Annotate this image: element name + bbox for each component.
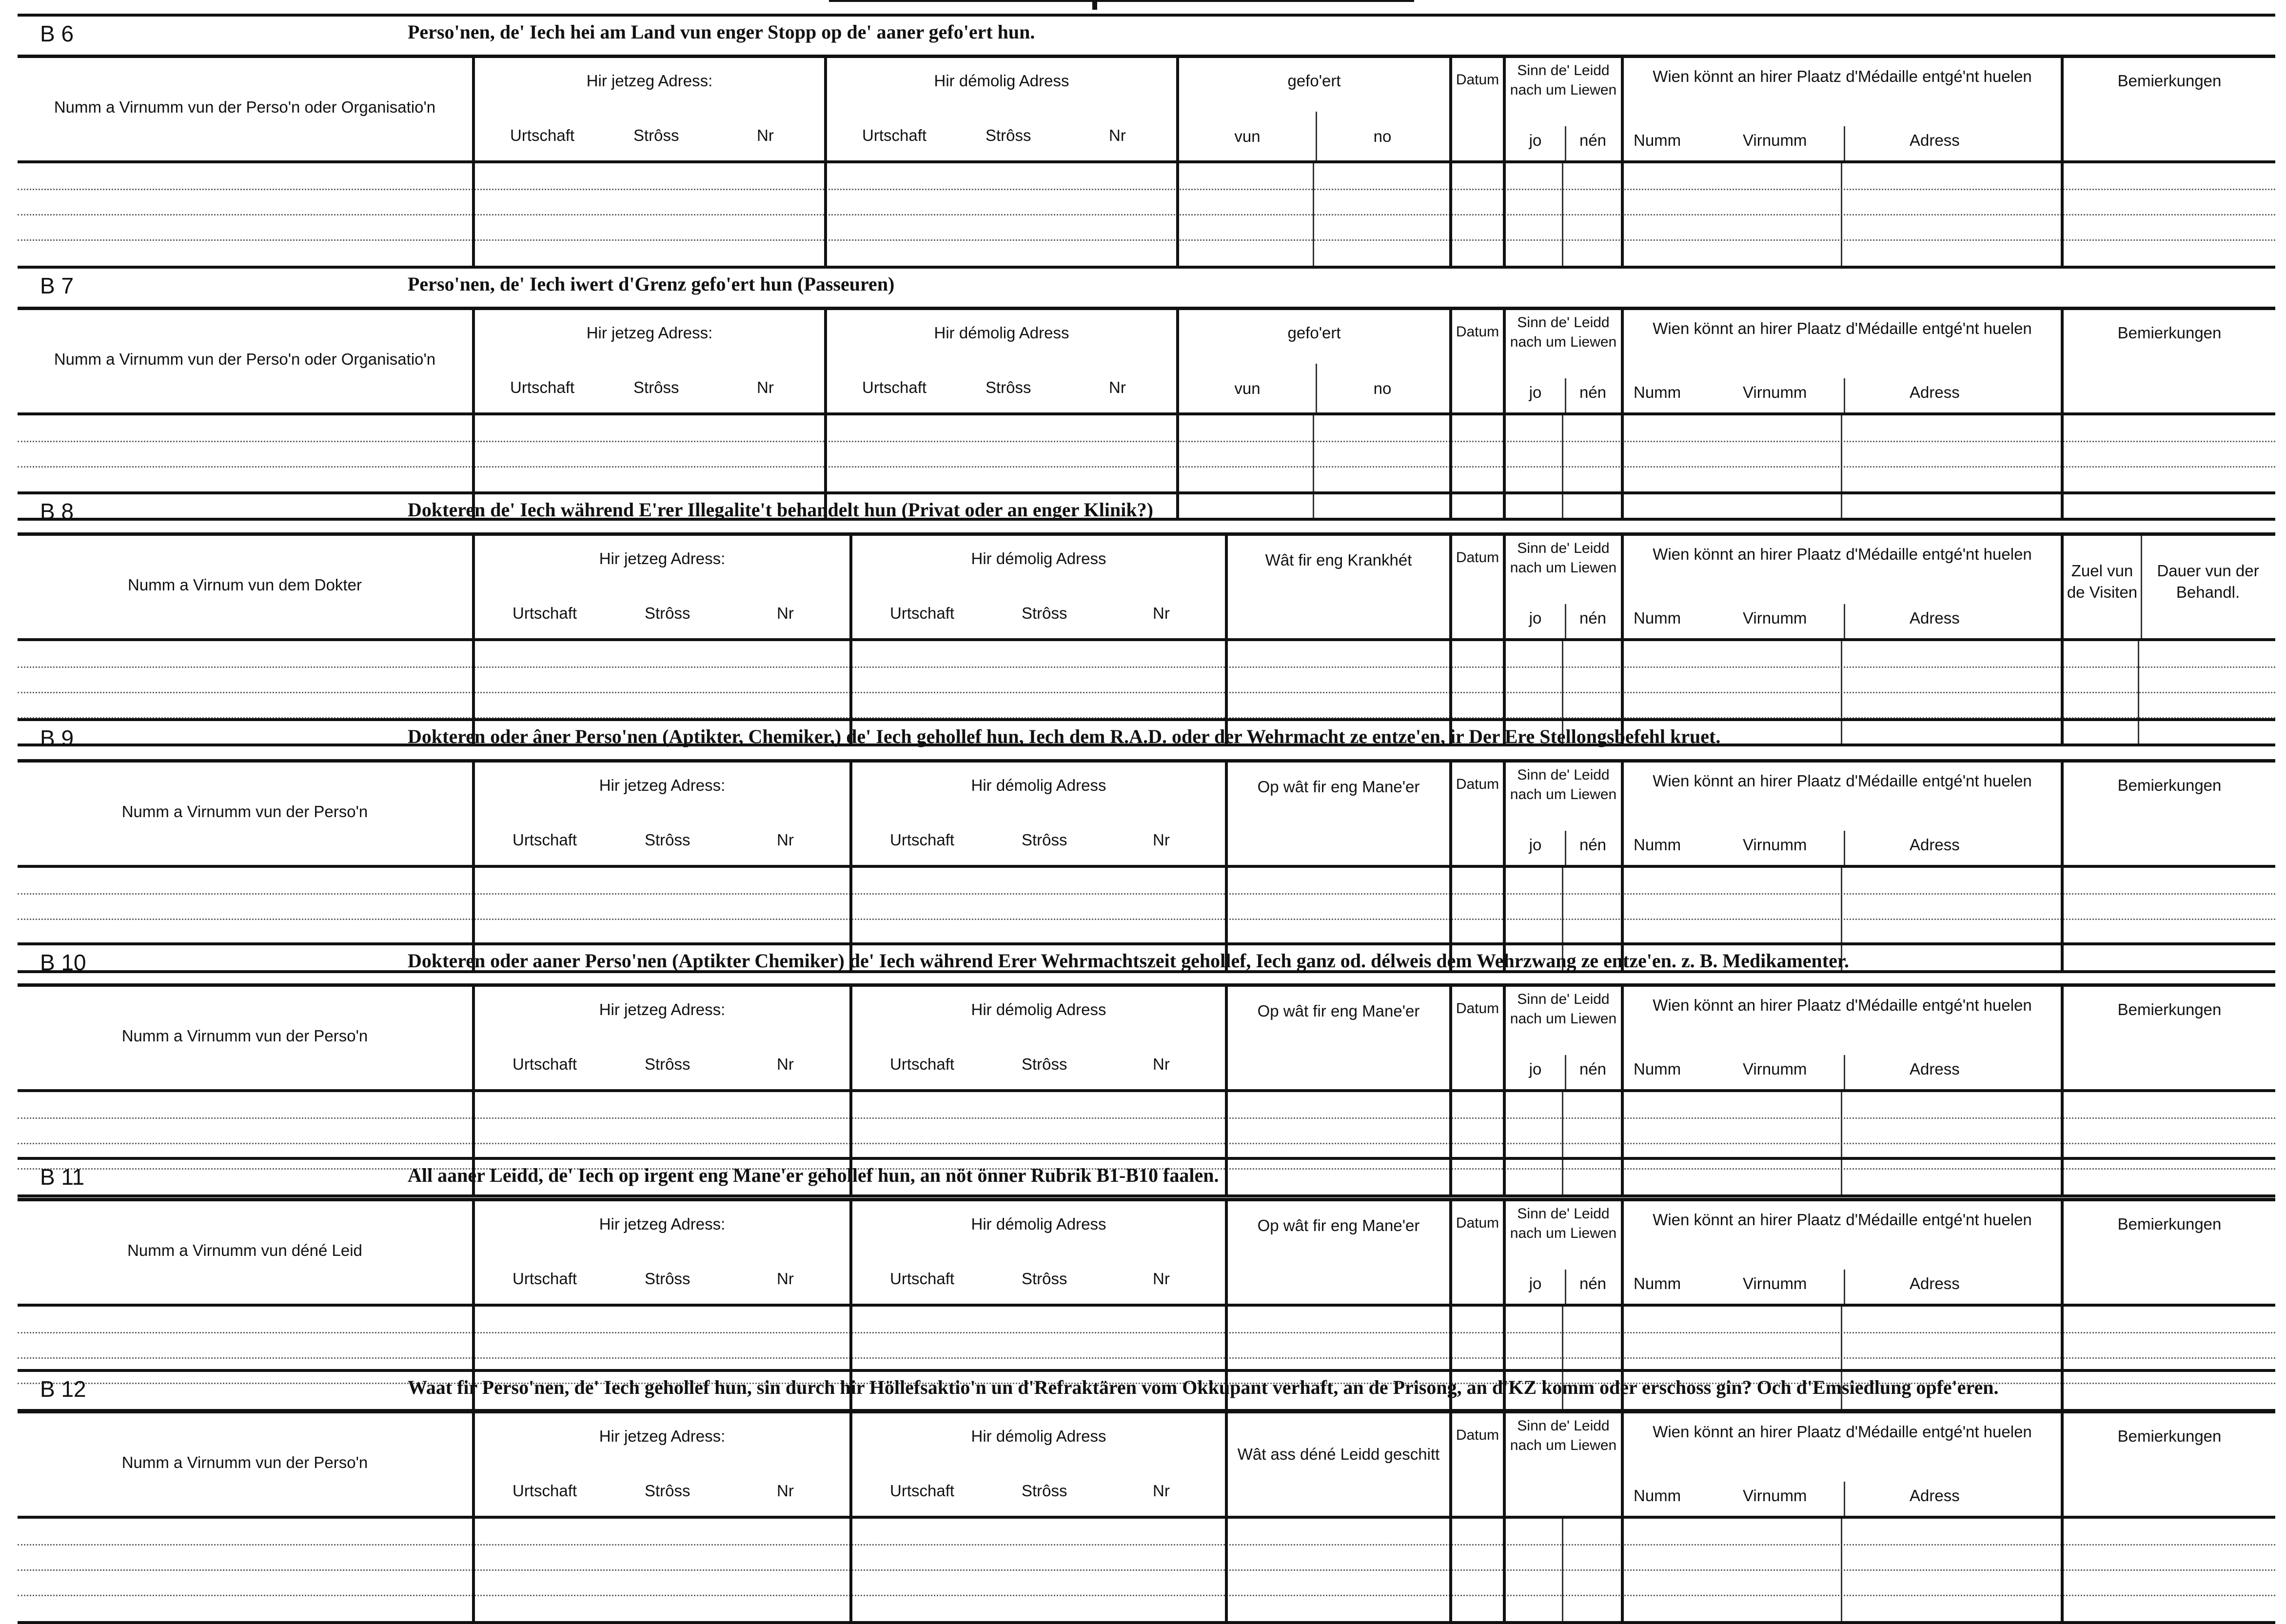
current-address-header [472, 1201, 849, 1304]
section-header [18, 945, 2275, 983]
detail-label: Wât ass déné Leidd geschitt [1237, 1445, 1440, 1463]
date-column-header [1449, 987, 1503, 1089]
column-separator [1449, 1519, 1452, 1621]
detail-label: Op wât fir eng Mane'er [1257, 778, 1420, 796]
name-column-label: Numm a Virnumm vun der Perso'n [121, 1027, 368, 1045]
name-column-header [18, 763, 472, 865]
name-address-divider [1844, 604, 1845, 638]
conducted-label: gefo'ert [1287, 324, 1341, 342]
table-header-row [18, 536, 2275, 641]
name-address-divider [1844, 1055, 1845, 1089]
alive-column-header [1503, 536, 1621, 638]
alive-label: Sinn de' Leidd nach um Liewen [1510, 314, 1617, 350]
current-address-header [472, 536, 849, 638]
house-number-label: Nr [1109, 126, 1126, 144]
house-number-label: Nr [1109, 378, 1126, 396]
last-name-label: Numm [1634, 383, 1681, 401]
section-title: Dokteren de' Iech während E'rer Illegalite't behandelt hun (Privat oder an enger Klinik?) [408, 499, 1153, 521]
table-header-row [18, 58, 2275, 163]
detail-label: Op wât fir eng Mane'er [1257, 1002, 1420, 1020]
current-address-header [472, 1413, 849, 1516]
street-label: Strôss [985, 126, 1031, 144]
dotted-writing-line [18, 919, 2275, 920]
dotted-writing-line [18, 666, 2275, 668]
medal-recipient-header [1621, 1413, 2061, 1516]
current-address-label: Hir jetzeg Adress: [586, 324, 713, 342]
column-separator [2061, 163, 2064, 266]
house-number-label: Nr [777, 1270, 794, 1288]
former-address-header [849, 1413, 1225, 1516]
no-label: nén [1579, 609, 1607, 627]
dotted-writing-line [18, 893, 2275, 895]
section-header [18, 269, 2275, 307]
detail-column-header [1225, 1413, 1449, 1516]
former-address-header [849, 536, 1225, 638]
column-separator [1225, 1519, 1228, 1621]
detail-column-header [1225, 1201, 1449, 1304]
medal-recipient-label: Wien könnt an hirer Plaatz d'Médaille entgé'nt huelen [1653, 67, 2032, 85]
from-label: vun [1234, 127, 1261, 145]
detail-column-header [1176, 310, 1449, 412]
yes-label: jo [1529, 609, 1542, 627]
street-label: Strôss [1022, 1482, 1067, 1500]
dotted-writing-line [18, 692, 2275, 693]
section-b6 [18, 14, 2275, 266]
alive-label: Sinn de' Leidd nach um Liewen [1510, 540, 1617, 576]
house-number-label: Nr [1153, 831, 1170, 849]
current-address-label: Hir jetzeg Adress: [599, 1000, 726, 1018]
locality-label: Urtschaft [862, 126, 927, 144]
locality-label: Urtschaft [890, 831, 955, 849]
locality-label: Urtschaft [512, 604, 577, 622]
dotted-writing-line [18, 466, 2275, 468]
former-address-label: Hir démolig Adress [971, 776, 1106, 794]
section-title: Dokteren oder âner Perso'nen (Aptikter, Chemiker,) de' Iech gehollef hun, Iech dem R.A.D. oder der Wehrmacht ze entze'en, ir Der Ere Stellongsbefehl kruet. [408, 725, 1721, 747]
column-separator [472, 163, 475, 266]
name-address-divider [1844, 831, 1845, 865]
top-edge-line [829, 0, 1414, 2]
visits-count-label: Zuel vun de Visiten [2067, 562, 2138, 601]
no-label: nén [1579, 1274, 1607, 1292]
column-separator [1449, 163, 1452, 266]
dotted-writing-line [18, 1117, 2275, 1119]
date-column-header [1449, 58, 1503, 160]
yes-label: jo [1529, 1274, 1542, 1292]
house-number-label: Nr [757, 378, 774, 396]
remarks-label: Bemierkungen [2117, 1000, 2222, 1018]
section-code: B 7 [40, 273, 74, 298]
dotted-writing-line [18, 441, 2275, 442]
address-label: Adress [1910, 1060, 1960, 1078]
no-label: nén [1579, 1060, 1607, 1078]
date-label: Datum [1456, 1427, 1499, 1443]
current-address-header [472, 310, 824, 412]
section-code: B 8 [40, 499, 74, 524]
locality-label: Urtschaft [862, 378, 927, 396]
last-name-label: Numm [1634, 131, 1681, 149]
remarks-column-header [2061, 536, 2275, 638]
section-title: Perso'nen, de' Iech hei am Land vun enger Stopp op de' aaner gefo'ert hun. [408, 21, 1035, 43]
date-column-header [1449, 763, 1503, 865]
former-address-label: Hir démolig Adress [971, 1000, 1106, 1018]
no-label: nén [1579, 131, 1607, 149]
locality-label: Urtschaft [890, 1482, 955, 1500]
section-title: All aaner Leidd, de' Iech op irgent eng Mane'er gehollef hun, an nöt önner Rubrik B1-B10 faalen. [408, 1164, 1219, 1186]
street-label: Strôss [1022, 831, 1067, 849]
street-label: Strôss [645, 831, 690, 849]
date-column-header [1449, 536, 1503, 638]
section-header [18, 494, 2275, 532]
current-address-label: Hir jetzeg Adress: [599, 1427, 726, 1445]
date-label: Datum [1456, 72, 1499, 88]
first-name-label: Virnumm [1743, 383, 1807, 401]
remarks-column-header [2061, 1201, 2275, 1304]
column-separator [849, 1519, 852, 1621]
name-column-header [18, 536, 472, 638]
detail-column-header [1225, 763, 1449, 865]
remarks-label: Bemierkungen [2117, 1427, 2222, 1445]
former-address-label: Hir démolig Adress [971, 549, 1106, 567]
section-code: B 9 [40, 725, 74, 751]
address-label: Adress [1910, 609, 1960, 627]
table-header-row [18, 310, 2275, 415]
yes-no-separator [1562, 163, 1563, 266]
dotted-writing-line [18, 214, 2275, 215]
street-label: Strôss [985, 378, 1031, 396]
table-header-row [18, 763, 2275, 868]
former-address-label: Hir démolig Adress [934, 324, 1069, 342]
former-address-header [849, 987, 1225, 1089]
table-header-row [18, 1201, 2275, 1307]
house-number-label: Nr [1153, 1482, 1170, 1500]
name-column-header [18, 58, 472, 160]
locality-label: Urtschaft [512, 1482, 577, 1500]
remarks-label: Bemierkungen [2117, 324, 2222, 342]
first-name-label: Virnumm [1743, 836, 1807, 854]
section-table [18, 1410, 2275, 1624]
remarks-label: Bemierkungen [2117, 72, 2222, 90]
locality-label: Urtschaft [512, 1270, 577, 1288]
column-separator [1621, 163, 1624, 266]
first-name-label: Virnumm [1743, 1274, 1807, 1292]
yes-label: jo [1529, 383, 1542, 401]
date-column-header [1449, 310, 1503, 412]
dotted-writing-line [18, 239, 2275, 241]
house-number-label: Nr [757, 126, 774, 144]
section-b7 [18, 266, 2275, 518]
section-header [18, 721, 2275, 759]
remarks-column-header [2061, 1413, 2275, 1516]
alive-column-header [1503, 763, 1621, 865]
street-label: Strôss [645, 1482, 690, 1500]
current-address-label: Hir jetzeg Adress: [599, 549, 726, 567]
remarks-column-header [2061, 987, 2275, 1089]
dotted-writing-line [18, 1569, 2275, 1571]
dotted-writing-line [18, 1357, 2275, 1359]
alive-column-header [1503, 987, 1621, 1089]
alive-column-header [1503, 58, 1621, 160]
alive-label: Sinn de' Leidd nach um Liewen [1510, 1418, 1617, 1453]
section-title: Perso'nen, de' Iech iwert d'Grenz gefo'ert hun (Passeuren) [408, 273, 895, 295]
alive-column-header [1503, 310, 1621, 412]
data-entry-area[interactable] [18, 1519, 2275, 1621]
section-table [18, 307, 2275, 521]
detail-label: Wât fir eng Krankhét [1265, 551, 1412, 569]
date-column-header [1449, 1413, 1503, 1516]
conducted-label: gefo'ert [1287, 72, 1341, 90]
current-address-label: Hir jetzeg Adress: [599, 1215, 726, 1233]
no-label: nén [1579, 836, 1607, 854]
section-code: B 6 [40, 21, 74, 46]
medal-recipient-label: Wien könnt an hirer Plaatz d'Médaille entgé'nt huelen [1653, 545, 2032, 563]
current-address-header [472, 763, 849, 865]
to-label: no [1373, 379, 1392, 397]
name-column-label: Numm a Virnumm vun der Perso'n [121, 802, 368, 821]
street-label: Strôss [1022, 1055, 1067, 1073]
locality-label: Urtschaft [890, 1055, 955, 1073]
first-name-label: Virnumm [1743, 1060, 1807, 1078]
locality-label: Urtschaft [512, 831, 577, 849]
section-title: Dokteren oder aaner Perso'nen (Aptikter Chemiker) de' Iech während Erer Wehrmachtszeit gehollef, Iech ganz od. délweis dem Wehrzwang ze entze'en. z. B. Medikamenter. [408, 950, 1849, 972]
dotted-writing-line [18, 1143, 2275, 1144]
section-header [18, 17, 2275, 55]
detail-column-header [1225, 536, 1449, 638]
date-label: Datum [1456, 549, 1499, 566]
dotted-writing-line [18, 189, 2275, 190]
last-name-label: Numm [1634, 836, 1681, 854]
remarks-column-header [2061, 763, 2275, 865]
remarks-column-header [2061, 310, 2275, 412]
street-label: Strôss [1022, 604, 1067, 622]
top-center-mark [1092, 0, 1097, 10]
date-column-header [1449, 1201, 1503, 1304]
table-header-row [18, 987, 2275, 1092]
street-label: Strôss [645, 1270, 690, 1288]
former-address-label: Hir démolig Adress [971, 1215, 1106, 1233]
locality-label: Urtschaft [890, 604, 955, 622]
medal-recipient-label: Wien könnt an hirer Plaatz d'Médaille entgé'nt huelen [1653, 772, 2032, 790]
column-separator [824, 163, 827, 266]
alive-label: Sinn de' Leidd nach um Liewen [1510, 767, 1617, 802]
house-number-label: Nr [777, 831, 794, 849]
former-address-header [849, 1201, 1225, 1304]
section-header [18, 1372, 2275, 1410]
medal-recipient-header [1621, 310, 2061, 412]
alive-column-header [1503, 1413, 1621, 1516]
name-address-divider [1844, 126, 1845, 160]
table-header-row [18, 1413, 2275, 1519]
house-number-label: Nr [777, 604, 794, 622]
locality-label: Urtschaft [890, 1270, 955, 1288]
alive-label: Sinn de' Leidd nach um Liewen [1510, 991, 1617, 1027]
section-b9 [18, 718, 2275, 970]
medal-recipient-header [1621, 763, 2061, 865]
name-column-header [18, 310, 472, 412]
column-separator [472, 1519, 475, 1621]
street-label: Strôss [645, 1055, 690, 1073]
alive-column-header [1503, 1201, 1621, 1304]
name-address-divider [1844, 1482, 1845, 1516]
first-name-label: Virnumm [1743, 131, 1807, 149]
section-title: Waat fir Perso'nen, de' Iech gehollef hun, sin durch hir Höllefsaktio'n un d'Refraktären vom Okkupant verhaft, an de Prisong, an d'KZ komm oder erschoss gin? Och d'Emsiedlung opfe'eren. [408, 1376, 1999, 1398]
former-address-label: Hir démolig Adress [934, 72, 1069, 90]
from-to-separator [1313, 163, 1314, 266]
name-address-divider [1844, 1270, 1845, 1304]
last-name-label: Numm [1634, 609, 1681, 627]
name-column-label: Numm a Virnum vun dem Dokter [128, 576, 362, 594]
house-number-label: Nr [1153, 1055, 1170, 1073]
address-label: Adress [1910, 1487, 1960, 1505]
house-number-label: Nr [1153, 604, 1170, 622]
treatment-duration-label: Dauer vun der Behandl. [2157, 562, 2259, 601]
to-label: no [1373, 127, 1392, 145]
column-separator [1176, 163, 1179, 266]
section-header [18, 1160, 2275, 1198]
first-name-label: Virnumm [1743, 1487, 1807, 1505]
dotted-writing-line [18, 1332, 2275, 1333]
former-address-label: Hir démolig Adress [971, 1427, 1106, 1445]
street-label: Strôss [633, 378, 679, 396]
remarks-label: Bemierkungen [2117, 1215, 2222, 1233]
column-separator [1503, 1519, 1506, 1621]
address-label: Adress [1910, 836, 1960, 854]
date-label: Datum [1456, 1215, 1499, 1231]
from-label: vun [1234, 379, 1261, 397]
section-code: B 12 [40, 1376, 86, 1402]
medal-recipient-header [1621, 536, 2061, 638]
name-column-label: Numm a Virnumm vun der Perso'n oder Organisatio'n [54, 350, 436, 368]
medal-recipient-label: Wien könnt an hirer Plaatz d'Médaille entgé'nt huelen [1653, 1423, 2032, 1441]
name-address-divider [1844, 378, 1845, 412]
remarks-column-header [2061, 58, 2275, 160]
no-label: nén [1579, 383, 1607, 401]
first-name-label: Virnumm [1743, 609, 1807, 627]
former-address-header [849, 763, 1225, 865]
yes-label: jo [1529, 131, 1542, 149]
current-address-label: Hir jetzeg Adress: [586, 72, 713, 90]
name-column-label: Numm a Virnumm vun der Perso'n [121, 1453, 368, 1471]
detail-label: Op wât fir eng Mane'er [1257, 1216, 1420, 1234]
current-address-label: Hir jetzeg Adress: [599, 776, 726, 794]
detail-column-header [1176, 58, 1449, 160]
section-b8 [18, 491, 2275, 744]
locality-label: Urtschaft [512, 1055, 577, 1073]
section-code: B 11 [40, 1164, 85, 1190]
name-column-header [18, 1201, 472, 1304]
yes-label: jo [1529, 1060, 1542, 1078]
address-label: Adress [1910, 131, 1960, 149]
name-address-separator [1841, 163, 1842, 266]
section-table [18, 532, 2275, 746]
alive-label: Sinn de' Leidd nach um Liewen [1510, 62, 1617, 98]
house-number-label: Nr [777, 1482, 794, 1500]
locality-label: Urtschaft [510, 378, 575, 396]
section-b12 [18, 1369, 2275, 1621]
medal-recipient-header [1621, 58, 2061, 160]
name-address-separator [1841, 1519, 1842, 1621]
last-name-label: Numm [1634, 1487, 1681, 1505]
column-separator [2061, 1519, 2064, 1621]
date-label: Datum [1456, 776, 1499, 792]
address-label: Adress [1910, 383, 1960, 401]
house-number-label: Nr [777, 1055, 794, 1073]
name-column-header [18, 1413, 472, 1516]
locality-label: Urtschaft [510, 126, 575, 144]
remarks-label: Bemierkungen [2117, 776, 2222, 794]
current-address-header [472, 987, 849, 1089]
medal-recipient-label: Wien könnt an hirer Plaatz d'Médaille entgé'nt huelen [1653, 996, 2032, 1014]
house-number-label: Nr [1153, 1270, 1170, 1288]
street-label: Strôss [645, 604, 690, 622]
name-column-label: Numm a Virnumm vun der Perso'n oder Organisatio'n [54, 98, 436, 116]
address-label: Adress [1910, 1274, 1960, 1292]
dotted-writing-line [18, 1544, 2275, 1546]
street-label: Strôss [1022, 1270, 1067, 1288]
former-address-header [824, 310, 1176, 412]
alive-label: Sinn de' Leidd nach um Liewen [1510, 1206, 1617, 1241]
detail-column-header [1225, 987, 1449, 1089]
last-name-label: Numm [1634, 1274, 1681, 1292]
yes-no-separator [1562, 1519, 1563, 1621]
last-name-label: Numm [1634, 1060, 1681, 1078]
former-address-header [824, 58, 1176, 160]
medal-recipient-header [1621, 1201, 2061, 1304]
name-column-label: Numm a Virnumm vun déné Leid [127, 1241, 362, 1259]
name-column-header [18, 987, 472, 1089]
column-separator [1621, 1519, 1624, 1621]
street-label: Strôss [633, 126, 679, 144]
section-table [18, 55, 2275, 269]
date-label: Datum [1456, 324, 1499, 340]
medal-recipient-label: Wien könnt an hirer Plaatz d'Médaille entgé'nt huelen [1653, 319, 2032, 337]
column-separator [1503, 163, 1506, 266]
date-label: Datum [1456, 1000, 1499, 1017]
current-address-header [472, 58, 824, 160]
medal-recipient-header [1621, 987, 2061, 1089]
data-entry-area[interactable] [18, 163, 2275, 266]
yes-label: jo [1529, 836, 1542, 854]
section-table [18, 759, 2275, 973]
section-code: B 10 [40, 950, 86, 975]
dotted-writing-line [18, 1595, 2275, 1596]
medal-recipient-label: Wien könnt an hirer Plaatz d'Médaille entgé'nt huelen [1653, 1211, 2032, 1229]
